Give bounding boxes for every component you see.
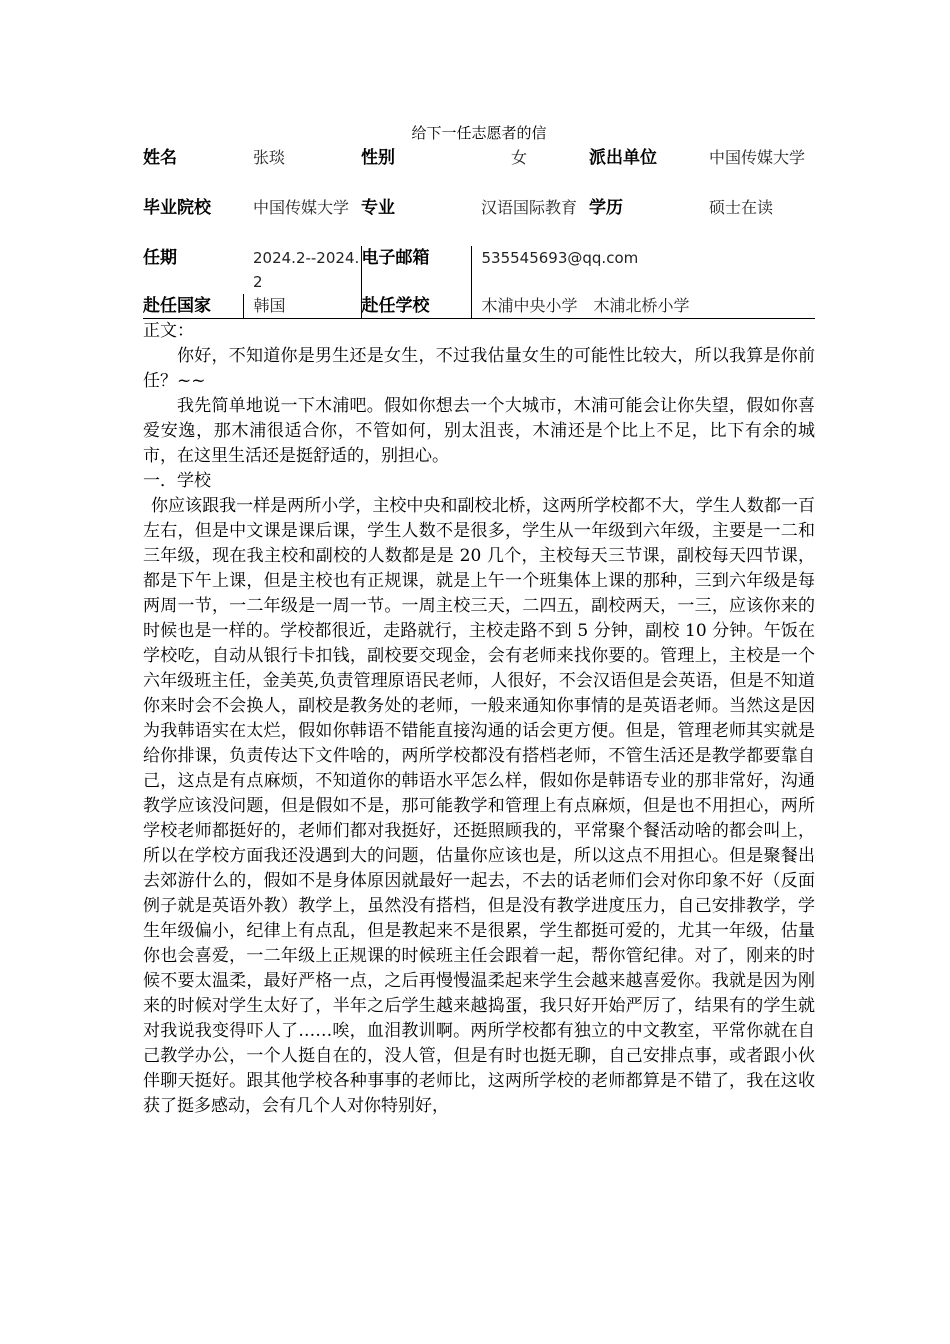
post-school-label: 赴任学校: [361, 294, 471, 319]
section-heading-school: 一．学校: [143, 471, 211, 491]
body-paragraph-1: 你好，不知道你是男生还是女生，不过我估量女生的可能性比较大，所以我算是你前任？~~: [143, 346, 815, 391]
email-label: 电子邮箱: [361, 246, 471, 294]
volunteer-info-table: [143, 146, 815, 319]
body-paragraph-3: 你应该跟我一样是两所小学，主校中央和副校北桥，这两所学校都不大，学生人数都一百左右，但是中文课是课后课，学生人数不是很多，学生从一年级到六年级，主要是一二和三年级，现在我主校和副校的人数都是是 20 几个，主校每天三节课，副校每天四节课，都是下午上课，但是主校也有正规课，就是上午一个班集体上课的那种，三到六年级是每两周一节，一二年级是一周一节。一周主校三天，二四五，副校两天，一三，应该你来的时候也是一样的。学校都很近，走路就行，主校走路不到 5 分钟，副校 10 分钟。午饭在学校吃，自动从银行卡扣钱，副校要交现金，会有老师来找你要的。管理上，主校是一个六年级班主任，金美英,负责管理原语民老师，人很好，不会汉语但是会英语，但是不知道你来时会不会换人，副校是教务处的老师，一般来通知你事情的是英语老师。当然这是因为我韩语实在太烂，假如你韩语不错能直接沟通的话会更方便。但是，管理老师其实就是给你排课，负责传达下文件啥的，两所学校都没有搭档老师，不管生活还是教学都要靠自己，这点是有点麻烦，不知道你的韩语水平怎么样，假如你是韩语专业的那非常好，沟通教学应该没问题，但是假如不是，那可能教学和管理上有点麻烦，但是也不用担心，两所学校老师都挺好的，老师们都对我挺好，还挺照顾我的，平常聚个餐活动啥的都会叫上，所以在学校方面我还没遇到大的问题，估量你应该也是，所以这点不用担心。但是聚餐出去郊游什么的，假如不是身体原因就最好一起去，不去的话老师们会对你印象不好（反面例子就是英语外教）教学上，虽然没有搭档，但是没有教学进度压力，自己安排教学，学生年级偏小，纪律上有点乱，但是教起来不是很累，学生都挺可爱的，尤其一年级，估量你也会喜爱，一二年级上正规课的时候班主任会跟着一起，帮你管纪律。对了，刚来的时候不要太温柔，最好严格一点，之后再慢慢温柔起来学生会越来越喜爱你。我就是因为刚来的时候对学生太好了，半年之后学生越来越捣蛋，我只好开始严厉了，结果有的学生就对我说我变得吓人了……唉，血泪教训啊。两所学校都有独立的中文教室，平常你就在自己教学办公，一个人挺自在的，没人管，但是有时也挺无聊，自己安排点事，或者跟小伙伴聊天挺好。跟其他学校各种事事的老师比，这两所学校的老师都算是不错了，我在这收获了挺多感动，会有几个人对你特别好，: [143, 496, 815, 1116]
info-row-name: [143, 146, 815, 196]
school-label: 毕业院校: [143, 198, 211, 218]
gender-label: 性别: [361, 148, 395, 168]
info-row-term: [143, 246, 815, 294]
unit-value: 中国传媒大学: [709, 148, 806, 167]
name-value: 张琰: [253, 148, 286, 167]
country-label: 赴任国家: [143, 294, 243, 319]
document-title: 给下一任志愿者的信: [411, 124, 547, 142]
info-row-school: [143, 196, 815, 246]
major-value: 汉语国际教育: [481, 198, 578, 217]
degree-label: 学历: [589, 198, 623, 218]
body-paragraph-2: 我先简单地说一下木浦吧。假如你想去一个大城市，木浦可能会让你失望，假如你喜爱安逸，那木浦很适合你，不管如何，别太沮丧，木浦还是个比上不足，比下有余的城市，在这里生活还是挺舒适的，别担心。: [143, 396, 815, 466]
country-value: 韩国: [243, 294, 361, 319]
term-value: 2024.2--2024.2: [253, 249, 360, 291]
degree-value: 硕士在读: [709, 198, 774, 217]
email-value: 535545693@qq.com: [471, 246, 815, 294]
info-row-country: [143, 294, 815, 319]
school-value: 中国传媒大学: [253, 198, 350, 217]
gender-value: 女: [511, 148, 528, 167]
term-label: 任期: [143, 248, 177, 268]
name-label: 姓名: [143, 148, 177, 168]
post-school-value: 木浦中央小学 木浦北桥小学: [471, 294, 815, 319]
document-page: [143, 120, 815, 1119]
unit-label: 派出单位: [589, 148, 657, 168]
body-heading: 正文：: [143, 321, 194, 341]
major-label: 专业: [361, 198, 395, 218]
letter-body: [143, 319, 815, 1119]
